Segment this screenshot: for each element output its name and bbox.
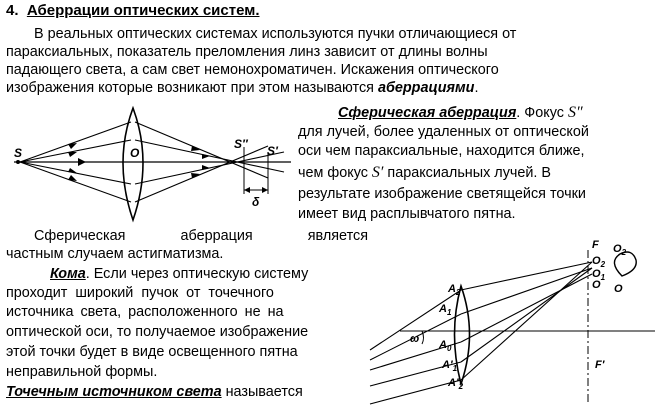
point-source-line: [6, 384, 303, 402]
intro-line-4-end: .: [474, 80, 479, 96]
label-A0: $A_0$: [439, 339, 452, 353]
section-title: Аберрации оптических систем.: [26, 2, 260, 19]
intro-line-1: В реальных оптических системах используются пучки отличающиеся от: [34, 26, 517, 42]
coma-line-5: этой точки будет в виде освещенного пятна: [6, 344, 298, 360]
intro-line-2: параксиальных, показатель преломления линз зависит от длины волны: [6, 44, 488, 60]
coma-line-4: оптической оси, то получаемое изображение: [6, 324, 309, 340]
label-F: F: [592, 239, 599, 251]
spherical-line-6: имеет вид расплывчатого пятна.: [298, 206, 516, 222]
label-A2: $A_2$: [448, 283, 461, 297]
astig-word-1: Сферическая: [34, 228, 126, 244]
astig-line-2: частным случаем астигматизма.: [6, 246, 224, 262]
spherical-dot: .: [516, 105, 521, 121]
coma-figure: [370, 238, 660, 406]
focus-symbol-far: S″: [567, 104, 583, 121]
spherical-l4-rest: параксиальных лучей. В: [383, 165, 552, 181]
section-number: 4.: [6, 2, 19, 19]
spherical-l4-text: чем фокус: [298, 165, 372, 181]
label-A1: $A_1$: [439, 303, 452, 317]
label-O2-plane: $O_2$: [592, 255, 606, 269]
label-O-spot: O: [614, 283, 623, 295]
astig-word-3: является: [307, 228, 368, 244]
spherical-aberration-figure: [6, 102, 296, 227]
section-heading: [6, 2, 259, 20]
label-source-S: S: [14, 146, 23, 160]
intro-line-4: [6, 80, 478, 98]
label-A1-prime: $A'_1$: [442, 359, 458, 373]
label-O1: $O_1$: [592, 268, 606, 282]
lens-shape: [123, 108, 143, 220]
label-O2-spot: $O_2$: [613, 243, 627, 257]
label-F-prime: F′: [595, 359, 605, 371]
spherical-line-2: для лучей, более удаленных от оптической: [298, 124, 589, 140]
spherical-line-3: оси чем параксиальные, находится ближе,: [298, 143, 585, 159]
label-omega: ω: [410, 333, 420, 345]
coma-line-3: источника света, расположенного не на: [6, 304, 284, 320]
intro-line-4-text: изображения которые возникают при этом называются: [6, 80, 378, 96]
spherical-line-1: [338, 104, 583, 123]
term-spherical-aberration: Сферическая аберрация: [338, 105, 517, 121]
astig-word-2: аберрация: [180, 228, 253, 244]
spherical-line-4: [298, 164, 551, 183]
coma-l1-rest: Если через оптическую систему: [89, 266, 309, 282]
astig-line-1: [34, 228, 368, 246]
label-A2-prime: $A'_2$: [448, 377, 464, 391]
label-delta: δ: [252, 195, 260, 209]
label-O: O: [592, 279, 601, 291]
term-point-source: Точечным источником света: [6, 384, 222, 400]
spherical-line-5: результате изображение светящейся точки: [298, 186, 586, 202]
term-aberrations: аберрациями: [377, 80, 475, 96]
coma-dot: .: [85, 266, 90, 282]
label-center-O: O: [130, 146, 140, 160]
point-source-rest: называется: [221, 384, 303, 400]
coma-line-1: [50, 266, 308, 284]
focus-symbol-near: S′: [371, 164, 384, 181]
intro-line-3: падающего света, а сам свет немонохроматичен. Искажения оптического: [6, 62, 499, 78]
label-focus-near: S′: [267, 144, 278, 158]
label-focus-far: S″: [234, 137, 248, 151]
term-coma: Кома: [50, 266, 86, 282]
coma-line-6: неправильной формы.: [6, 364, 158, 380]
coma-line-2: проходит широкий пучок от точечного: [6, 285, 274, 301]
spherical-focus-word: Фокус: [524, 105, 568, 121]
